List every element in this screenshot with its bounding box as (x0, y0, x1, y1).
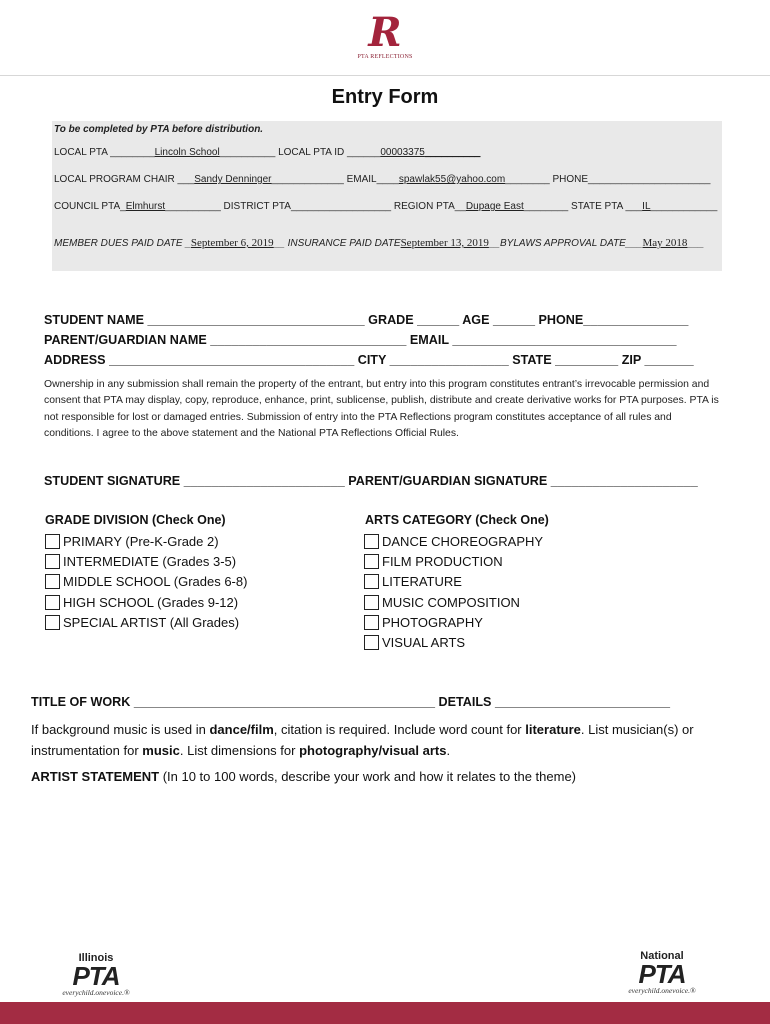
option-label: PRIMARY (Pre-K-Grade 2) (63, 533, 219, 549)
option-label: LITERATURE (382, 573, 462, 589)
council-pta-trail: __________ (165, 201, 221, 212)
checkbox[interactable] (45, 574, 60, 589)
program-chair-field[interactable]: Sandy Denninger (194, 174, 272, 185)
pta-line-local (54, 147, 480, 158)
program-chair-trail: _____________ (271, 174, 344, 185)
checkbox[interactable] (45, 554, 60, 569)
option-label: VISUAL ARTS (382, 634, 466, 650)
checkbox[interactable] (364, 615, 379, 630)
illinois-label: Illinois (78, 952, 114, 964)
illinois-pta-logo (58, 952, 134, 997)
checkbox[interactable] (364, 635, 379, 650)
checkbox[interactable] (45, 595, 60, 610)
grade-option-intermediate[interactable] (45, 552, 236, 570)
option-label: INTERMEDIATE (Grades 3-5) (63, 553, 237, 569)
local-pta-label: LOCAL PTA ________ (54, 147, 155, 158)
signature-line[interactable]: STUDENT SIGNATURE _______________________ PARENT/GUARDIAN SIGNATURE _____________________ (44, 474, 698, 488)
student-info-line[interactable]: STUDENT NAME _______________________________ GRADE ______ AGE ______ PHONE_______________ (44, 313, 689, 327)
page-title: Entry Form (331, 86, 439, 108)
grade-division-heading: GRADE DIVISION (Check One) (45, 513, 226, 527)
council-pta-label: COUNCIL PTA_ (54, 201, 126, 212)
arts-option-film[interactable] (364, 552, 503, 570)
local-pta-id-field[interactable]: 00003375 (380, 147, 425, 158)
program-chair-label: LOCAL PROGRAM CHAIR ___ (54, 174, 195, 185)
note-emphasis: photography/visual arts (299, 743, 447, 758)
tagline: everychild.onevoice.® (62, 988, 130, 997)
dues-date-trail: __ (273, 238, 285, 249)
arts-option-photography[interactable] (364, 613, 483, 631)
note-text: . (446, 743, 451, 758)
pta-line-dates (54, 237, 704, 249)
note-emphasis: dance/film (209, 722, 274, 737)
grade-option-high-school[interactable] (45, 593, 238, 611)
local-pta-field[interactable]: Lincoln School (154, 147, 220, 158)
option-label: MUSIC COMPOSITION (382, 594, 520, 610)
ownership-statement: Ownership in any submission shall remain the property of the entrant, but entry into this program constitutes entrant’s irrevocable permission and consent that PTA may display, copy, reproduce, enhance, print, sublicense, publish, distribute and create derivative works for PTA purposes. PTA is not responsible for lost or damaged entries. Submission of entry into the PTA Reflections program constitutes acceptance of all rules and conditions. I agree to the above statement and the National PTA Reflections Official Rules. (44, 379, 719, 439)
insurance-date-label: INSURANCE PAID DATE (284, 238, 401, 249)
region-pta-label: REGION PTA__ (391, 201, 466, 212)
chair-email-trail: ________ (505, 174, 550, 185)
pta-line-council (54, 201, 717, 212)
region-pta-trail: ________ (523, 201, 569, 212)
national-pta-logo (620, 950, 704, 995)
pta-wordmark: PTA (72, 961, 120, 991)
grade-option-middle-school[interactable] (45, 572, 247, 590)
insurance-date-field[interactable]: September 13, 2019 (400, 237, 489, 249)
bylaws-date-field[interactable]: May 2018 (642, 237, 688, 249)
checkbox[interactable] (364, 534, 379, 549)
arts-option-music[interactable] (364, 593, 520, 611)
option-label: PHOTOGRAPHY (382, 614, 483, 630)
note-emphasis: literature (525, 722, 581, 737)
note-emphasis: music (142, 743, 180, 758)
grade-option-primary[interactable] (45, 532, 219, 550)
chair-phone-field[interactable]: PHONE______________________ (549, 174, 711, 185)
option-label: FILM PRODUCTION (382, 553, 503, 569)
arts-option-literature[interactable] (364, 572, 462, 590)
arts-option-dance[interactable] (364, 532, 543, 550)
state-pta-field[interactable]: IL (642, 201, 651, 212)
pta-wordmark: PTA (638, 959, 686, 989)
music-citation-note (31, 719, 731, 761)
artist-statement-label: ARTIST STATEMENT (31, 769, 160, 784)
region-pta-field[interactable]: Dupage East (465, 201, 524, 212)
footer-bar (0, 1002, 770, 1024)
bylaws-date-label: BYLAWS APPROVAL DATE___ (499, 238, 643, 249)
checkbox[interactable] (364, 554, 379, 569)
option-label: DANCE CHOREOGRAPHY (382, 533, 544, 549)
option-label: SPECIAL ARTIST (All Grades) (63, 614, 240, 630)
tagline: everychild.onevoice.® (628, 986, 696, 995)
local-pta-id-trail: __________ (424, 147, 481, 158)
council-pta-field[interactable]: Elmhurst (125, 201, 166, 212)
artist-statement-prompt (31, 766, 731, 787)
bylaws-date-trail: ___ (687, 238, 705, 249)
note-text: If background music is used in (31, 722, 210, 737)
header-divider (0, 75, 770, 76)
arts-category-heading: ARTS CATEGORY (Check One) (365, 513, 549, 527)
local-pta-trail: __________ (219, 147, 276, 158)
dues-date-label: MEMBER DUES PAID DATE _ (54, 238, 191, 249)
dues-date-field[interactable]: September 6, 2019 (190, 237, 274, 249)
arts-option-visual-arts[interactable] (364, 633, 465, 651)
grade-option-special-artist[interactable] (45, 613, 239, 631)
title-of-work-line[interactable]: TITLE OF WORK ___________________________________________ DETAILS _________________________ (31, 695, 671, 709)
pta-reflections-logo (352, 9, 418, 60)
logo-caption: PTA REFLECTIONS (357, 54, 413, 60)
state-pta-label: STATE PTA ___ (568, 201, 643, 212)
note-text: . List musician(s) or instrumentation for (31, 722, 694, 758)
national-label: National (640, 950, 684, 962)
state-pta-trail: ____________ (650, 201, 718, 212)
parent-info-line[interactable]: PARENT/GUARDIAN NAME ____________________________ EMAIL ________________________________ (44, 333, 677, 347)
artist-statement-instructions: (In 10 to 100 words, describe your work and how it relates to the theme) (159, 769, 577, 784)
address-line[interactable]: ADDRESS ___________________________________ CITY _________________ STATE _________ ZIP _______ (44, 353, 694, 367)
insurance-date-trail: __ (488, 238, 500, 249)
local-pta-id-label: LOCAL PTA ID ______ (275, 147, 381, 158)
note-text: . List dimensions for (179, 743, 300, 758)
chair-email-field[interactable]: spawlak55@yahoo.com (398, 174, 506, 185)
pta-intro: To be completed by PTA before distribution. (54, 124, 264, 135)
option-label: HIGH SCHOOL (Grades 9-12) (63, 594, 239, 610)
note-text: , citation is required. Include word count for (273, 722, 526, 737)
pta-section (52, 121, 722, 271)
checkbox[interactable] (45, 534, 60, 549)
checkbox[interactable] (364, 595, 379, 610)
checkbox[interactable] (364, 574, 379, 589)
chair-email-label: EMAIL____ (343, 174, 399, 185)
pta-line-chair (54, 174, 710, 185)
checkbox[interactable] (45, 615, 60, 630)
reflections-r-icon: R (368, 9, 402, 56)
district-pta-field[interactable]: DISTRICT PTA__________________ (220, 201, 392, 212)
option-label: MIDDLE SCHOOL (Grades 6-8) (63, 573, 248, 589)
